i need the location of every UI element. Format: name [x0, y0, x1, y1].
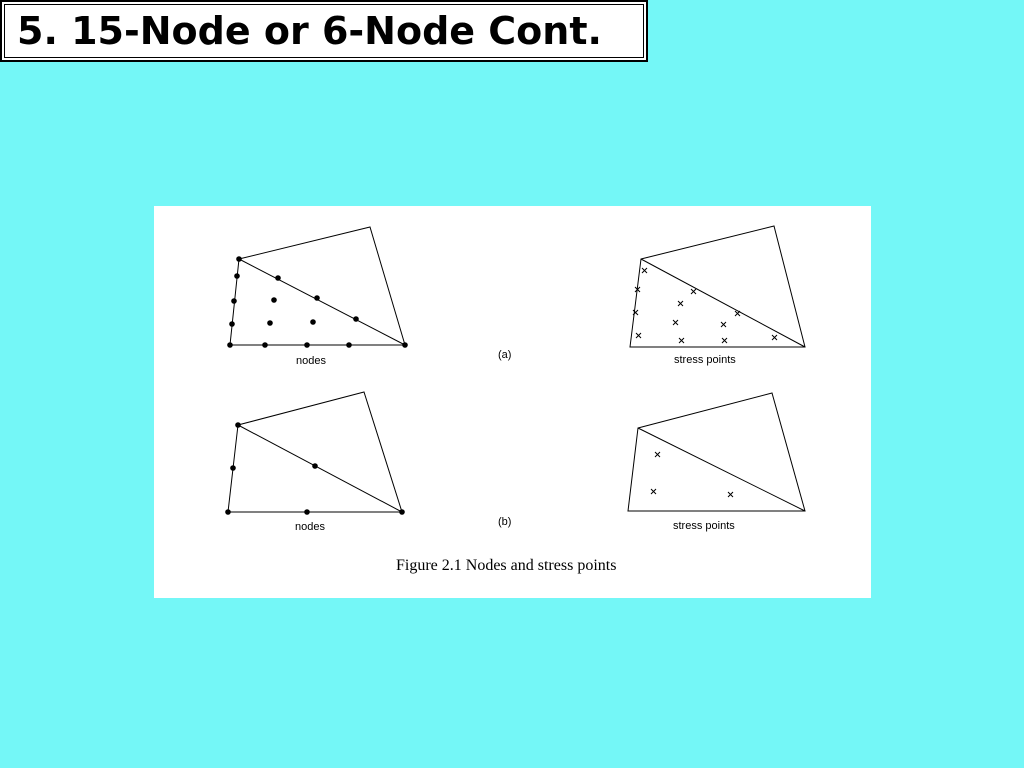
stress-point	[722, 338, 727, 343]
label-tag-a: (a)	[498, 349, 512, 361]
node	[235, 422, 241, 428]
figure-diagram	[154, 206, 871, 598]
node	[312, 463, 318, 469]
stress-points-a	[633, 268, 777, 343]
label-stress-a: stress points	[674, 354, 736, 366]
diagonal-a-stress	[641, 259, 805, 347]
node	[304, 509, 310, 515]
node	[402, 342, 408, 348]
stress-points-b	[651, 452, 733, 497]
stress-point	[655, 452, 660, 457]
node	[231, 298, 237, 304]
label-stress-b: stress points	[673, 520, 735, 532]
node	[353, 316, 359, 322]
stress-point	[772, 335, 777, 340]
label-tag-b: (b)	[498, 516, 512, 528]
diagonal-a-nodes	[239, 259, 405, 345]
stress-point	[636, 333, 641, 338]
node	[275, 275, 281, 281]
stress-point	[735, 311, 740, 316]
node	[399, 509, 405, 515]
stress-point	[679, 338, 684, 343]
quad-a-stress	[630, 226, 805, 347]
node	[314, 295, 320, 301]
stress-point	[673, 320, 678, 325]
stress-point	[678, 301, 683, 306]
node	[227, 342, 233, 348]
stress-point	[728, 492, 733, 497]
node	[262, 342, 268, 348]
label-nodes-a: nodes	[296, 355, 326, 367]
quad-b-stress	[628, 393, 805, 511]
node	[271, 297, 277, 303]
quad-b-nodes	[228, 392, 402, 512]
node	[225, 509, 231, 515]
figure-caption: Figure 2.1 Nodes and stress points	[396, 557, 617, 574]
title-box	[0, 0, 648, 62]
node	[346, 342, 352, 348]
node	[310, 319, 316, 325]
figure-panel	[154, 206, 871, 598]
node	[229, 321, 235, 327]
stress-point	[651, 489, 656, 494]
node	[230, 465, 236, 471]
node	[304, 342, 310, 348]
stress-point	[633, 310, 638, 315]
diagonal-b-stress	[638, 428, 805, 511]
stress-point	[691, 289, 696, 294]
slide-title: 5. 15-Node or 6-Node Cont.	[17, 9, 602, 53]
stress-point	[642, 268, 647, 273]
node	[236, 256, 242, 262]
stress-point	[721, 322, 726, 327]
diagonal-b-nodes	[238, 425, 402, 512]
node	[267, 320, 273, 326]
label-nodes-b: nodes	[295, 521, 325, 533]
nodes-a	[227, 256, 408, 348]
node	[234, 273, 240, 279]
quad-a-nodes	[230, 227, 405, 345]
